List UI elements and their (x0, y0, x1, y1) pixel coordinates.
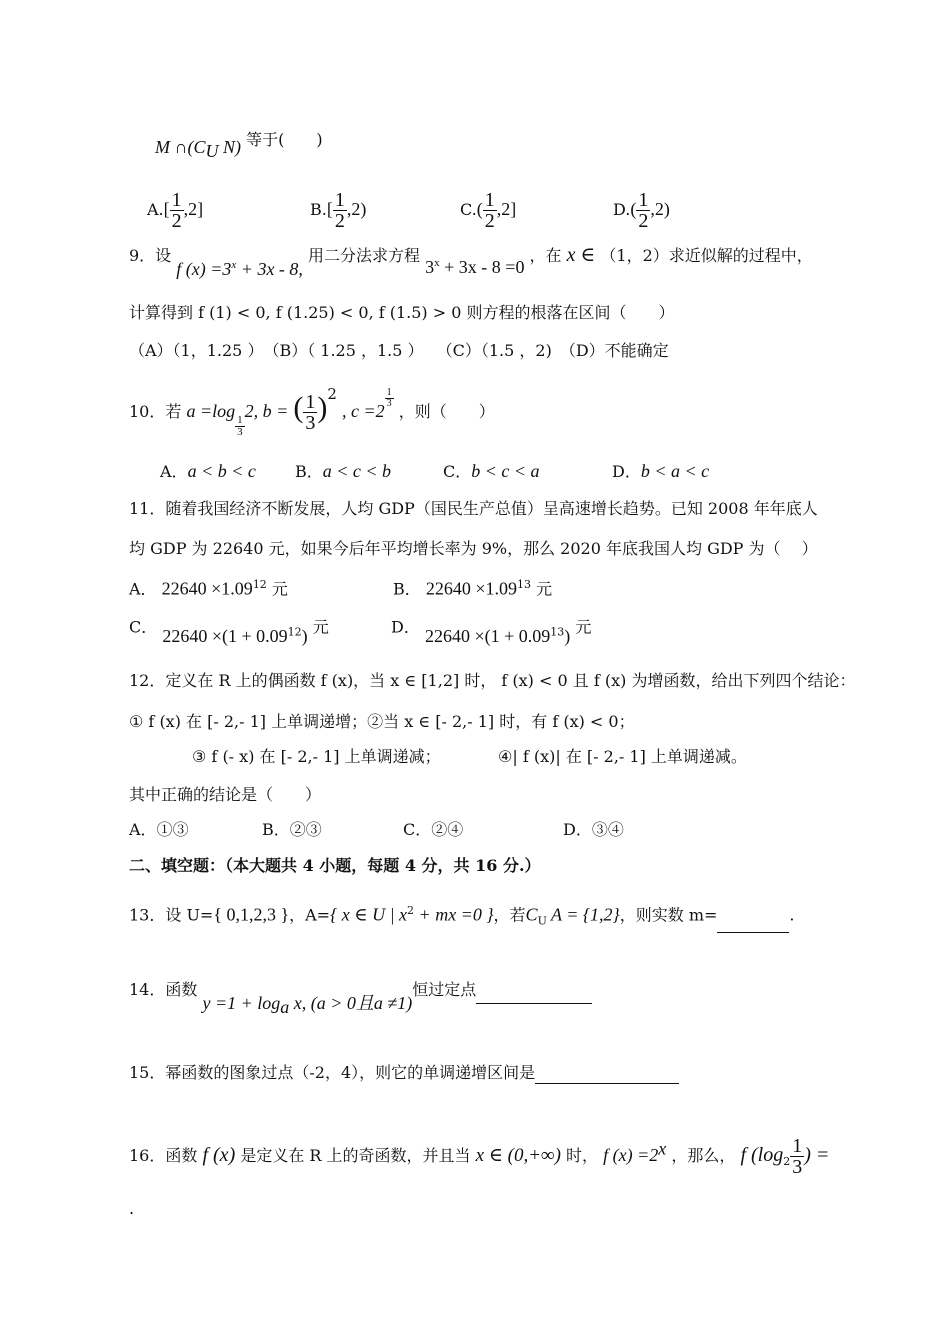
q10-option-a: A．a < b < c (160, 461, 256, 481)
q12-line3b: ④| f (x)| 在 [- 2,- 1] 上单调递减。 (498, 747, 747, 766)
q10-option-b: B．a < c < b (295, 461, 392, 481)
fraction: $\frac{1}{3}$ (386, 387, 392, 409)
q11-line1: 11．随着我国经济不断发展，人均 GDP（国民生产总值）呈高速增长趋势。已知 2008 年年底人 (129, 499, 818, 518)
fraction: $\frac{1}{2}$ (638, 189, 649, 232)
fraction: $\frac{1}{3}$ (237, 414, 243, 438)
fraction: $\frac{1}{3}$ (305, 391, 316, 434)
answer-blank[interactable] (535, 1065, 679, 1084)
q15-line: 15．幂函数的图象过点（-2，4），则它的单调递增区间是 (129, 1062, 679, 1084)
q8-option-c: C.( $\frac{1}{2}$ ,2] (460, 189, 517, 232)
fraction: $\frac{1}{3}$ (792, 1135, 803, 1178)
q10-option-d: D．b < a < c (612, 461, 710, 481)
q11-option-a: A． $22640 \times 1.09^{12}$ 元 (129, 578, 288, 599)
fraction: $\frac{1}{2}$ (334, 189, 345, 232)
section-heading: 二、填空题：（本大题共 4 小题，每题 4 分，共 16 分.） (129, 856, 541, 875)
q12-option-a: A．①③ (129, 820, 189, 839)
q16-line: 16．函数 f (x) 是定义在 R 上的奇函数，并且当 x ∈ (0,+∞) 时， f $(x) =2^x$ ，那么， f ($\log_2$ $\frac{1}{3}$ ) = (129, 1135, 830, 1178)
q10-option-c: C．b < c < a (443, 461, 540, 481)
q9-options: （A）（1，1.25 ） （B）（ 1.25 ，1.5 ） （C）（1.5 ，2) （D）不能确定 (129, 341, 669, 360)
q14-line: 14．函数 $y =1 + \log_a x$, (a > 0且a ≠1)恒过定点 (129, 978, 592, 1004)
fraction: $\frac{1}{2}$ (171, 189, 182, 232)
q11-option-b: B． $22640 \times 1.09^{13}$ 元 (393, 578, 553, 599)
q8-option-d: D.( $\frac{1}{2}$ ,2) (613, 189, 670, 232)
q11-option-d: D． $22640 \times(1 + 0.09^{13})$ 元 (391, 617, 592, 647)
q11-line2: 均 GDP 为 22640 元，如果今后年平均增长率为 9%，那么 2020 年底我国人均 GDP 为（ ） (129, 539, 818, 558)
q12-line4: 其中正确的结论是（ ） (129, 785, 322, 804)
q12-line3a: ③ f (- x) 在 [- 2,- 1] 上单调递减； (192, 747, 441, 766)
answer-blank[interactable] (717, 914, 789, 933)
q12-line1: 12．定义在 R 上的偶函数 f (x)，当 x ∈ [1,2] 时， f (x) < 0 且 f (x) 为增函数，给出下列四个结论： (129, 671, 856, 690)
q9-line2: 计算得到 f (1) < 0, f (1.25) < 0, f (1.5) > 0 则方程的根落在区间（ ） (129, 303, 675, 322)
q11-option-c: C． $22640 \times(1 + 0.09^{12})$ 元 (129, 617, 329, 647)
q12-option-b: B．②③ (262, 820, 322, 839)
q12-option-c: C．②④ (403, 820, 464, 839)
fraction: $\frac{1}{2}$ (484, 189, 495, 232)
q8-option-a: A.[ $\frac{1}{2}$ ,2] (147, 189, 204, 232)
q12-option-d: D．③④ (563, 820, 624, 839)
q13-line: 13．设 U={ 0,1,2,3 }，A={ x ∈ U | $x^2$ + mx =0 }，若$C_U$ A = {1,2}，则实数 m= . (129, 900, 795, 933)
q9-line1: 9．设 f $(x) =3^x + 3x - 8$, 用二分法求方程 $3^x + 3x - 8 =0$ ，在 x ∈ （1，2）求近似解的过程中， (129, 244, 813, 279)
q8-option-b: B.[ $\frac{1}{2}$ ,2) (310, 189, 367, 232)
q16-line2: . (129, 1199, 135, 1218)
q12-line2: ① f (x) 在 [- 2,- 1] 上单调递增；②当 x ∈ [- 2,- 1] 时，有 f (x) < 0； (129, 712, 635, 731)
q8-expression: M $\cap(C_U$ N) 等于( ) (155, 130, 323, 162)
answer-blank[interactable] (476, 985, 592, 1004)
q10-line: 10．若 a =log $\frac{1}{3}$ 2, b = ( $\frac{1}{3}$ )$^2$ , c =2 $\frac{1}{3}$ ，则（ ） (129, 384, 495, 438)
